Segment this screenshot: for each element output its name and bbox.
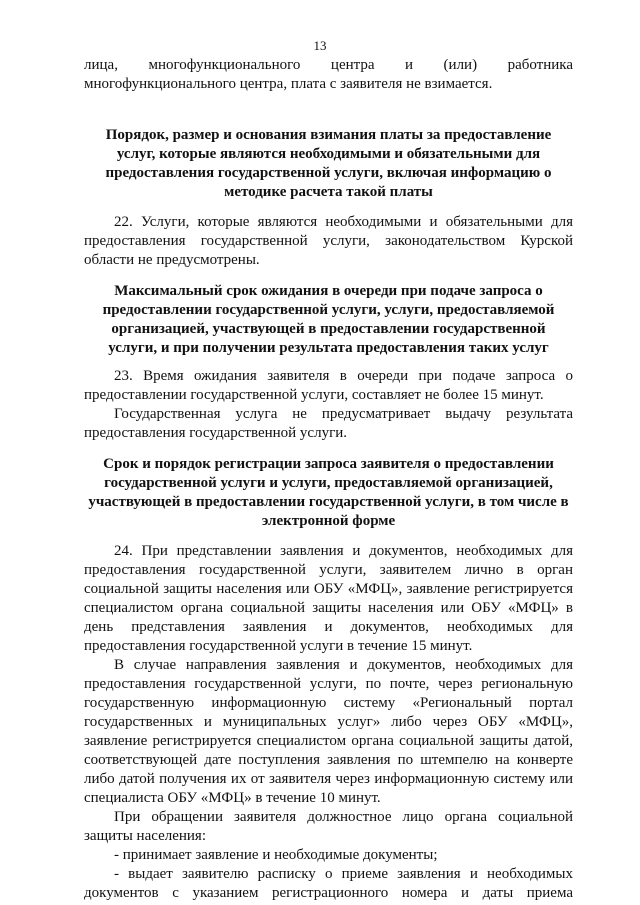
text-line: - принимает заявление и необходимые документы; bbox=[114, 847, 438, 863]
heading-line: методике расчета такой платы bbox=[224, 184, 433, 200]
text-line: предоставления государственной услуги, по почте, через региональную bbox=[84, 676, 573, 692]
heading-line: Максимальный срок ожидания в очереди при подаче запроса о bbox=[114, 283, 543, 299]
text-line: специалиста ОБУ «МФЦ» в течение 10 минут. bbox=[84, 790, 381, 806]
heading-line: электронной форме bbox=[261, 513, 396, 529]
heading-line: Порядок, размер и основания взимания платы за предоставление bbox=[105, 127, 552, 143]
text-line: государственных и муниципальных услуг» либо через ОБУ «МФЦ», bbox=[84, 714, 573, 730]
text-line: 23. Время ожидания заявителя в очереди при подаче запроса о bbox=[114, 368, 573, 384]
section-heading bbox=[84, 282, 573, 358]
text-line: лица, многофункционального центра и (или) работника bbox=[84, 57, 573, 73]
text-line: предоставления государственной услуги в течение 15 минут. bbox=[84, 638, 473, 654]
heading-line: Срок и порядок регистрации запроса заявителя о предоставлении bbox=[103, 456, 554, 472]
text-line: многофункционального центра, плата с заявителя не взимается. bbox=[84, 76, 493, 92]
section-heading bbox=[84, 126, 573, 202]
heading-line: предоставления государственной услуги, включая информацию о bbox=[105, 165, 552, 181]
paragraph-23 bbox=[84, 367, 573, 443]
text-line: специалистом органа социальной защиты населения или ОБУ «МФЦ» в bbox=[84, 600, 573, 616]
text-line: - выдает заявителю расписку о приеме заявления и необходимых bbox=[114, 866, 573, 882]
paragraph-24 bbox=[84, 542, 573, 903]
paragraph-continuation bbox=[84, 56, 573, 94]
text-line: защиты населения: bbox=[84, 828, 206, 844]
heading-line: организацией, участвующей в предоставлении государственной bbox=[111, 321, 546, 337]
text-line: социальной защиты населения или ОБУ «МФЦ», заявление регистрируется bbox=[84, 581, 573, 597]
text-line: 22. Услуги, которые являются необходимыми и обязательными для bbox=[114, 214, 573, 230]
text-line: предоставления государственной услуги, законодательством Курской bbox=[84, 233, 573, 249]
text-line: Государственная услуга не предусматривает выдачу результата bbox=[114, 406, 573, 422]
text-line: 24. При представлении заявления и документов, необходимых для bbox=[114, 543, 573, 559]
text-line: предоставлении государственной услуги, составляет не более 15 минут. bbox=[84, 387, 544, 403]
heading-line: услуги, и при получении результата предоставления таких услуг bbox=[108, 340, 549, 356]
text-line: При обращении заявителя должностное лицо органа социальной bbox=[114, 809, 573, 825]
text-line: предоставления государственной услуги, заявителем лично в орган bbox=[84, 562, 573, 578]
text-line: государственную информационную систему «Региональный портал bbox=[84, 695, 573, 711]
text-line: документов с указанием регистрационного номера и даты приема bbox=[84, 885, 573, 901]
heading-line: государственной услуги и услуги, предоставляемой организацией, bbox=[104, 475, 553, 491]
heading-line: участвующей в предоставлении государственной услуги, в том числе в bbox=[88, 494, 569, 510]
heading-line: предоставлении государственной услуги, услуги, предоставляемой bbox=[102, 302, 555, 318]
text-line: либо датой получения их от заявителя через информационную систему или bbox=[84, 771, 573, 787]
text-line: день представления заявления и документов, необходимых для bbox=[84, 619, 573, 635]
text-line: области не предусмотрены. bbox=[84, 252, 260, 268]
page-number: 13 bbox=[313, 38, 327, 53]
section-heading bbox=[84, 455, 573, 531]
heading-line: услуг, которые являются необходимыми и обязательными для bbox=[116, 146, 541, 162]
paragraph-22 bbox=[84, 213, 573, 270]
text-line: предоставления государственной услуги. bbox=[84, 425, 348, 441]
text-line: соответствующей дате поступления заявления по штемпелю на конверте bbox=[84, 752, 573, 768]
text-line: В случае направления заявления и документов, необходимых для bbox=[114, 657, 573, 673]
text-line: заявление регистрируется специалистом органа социальной защиты датой, bbox=[84, 733, 573, 749]
